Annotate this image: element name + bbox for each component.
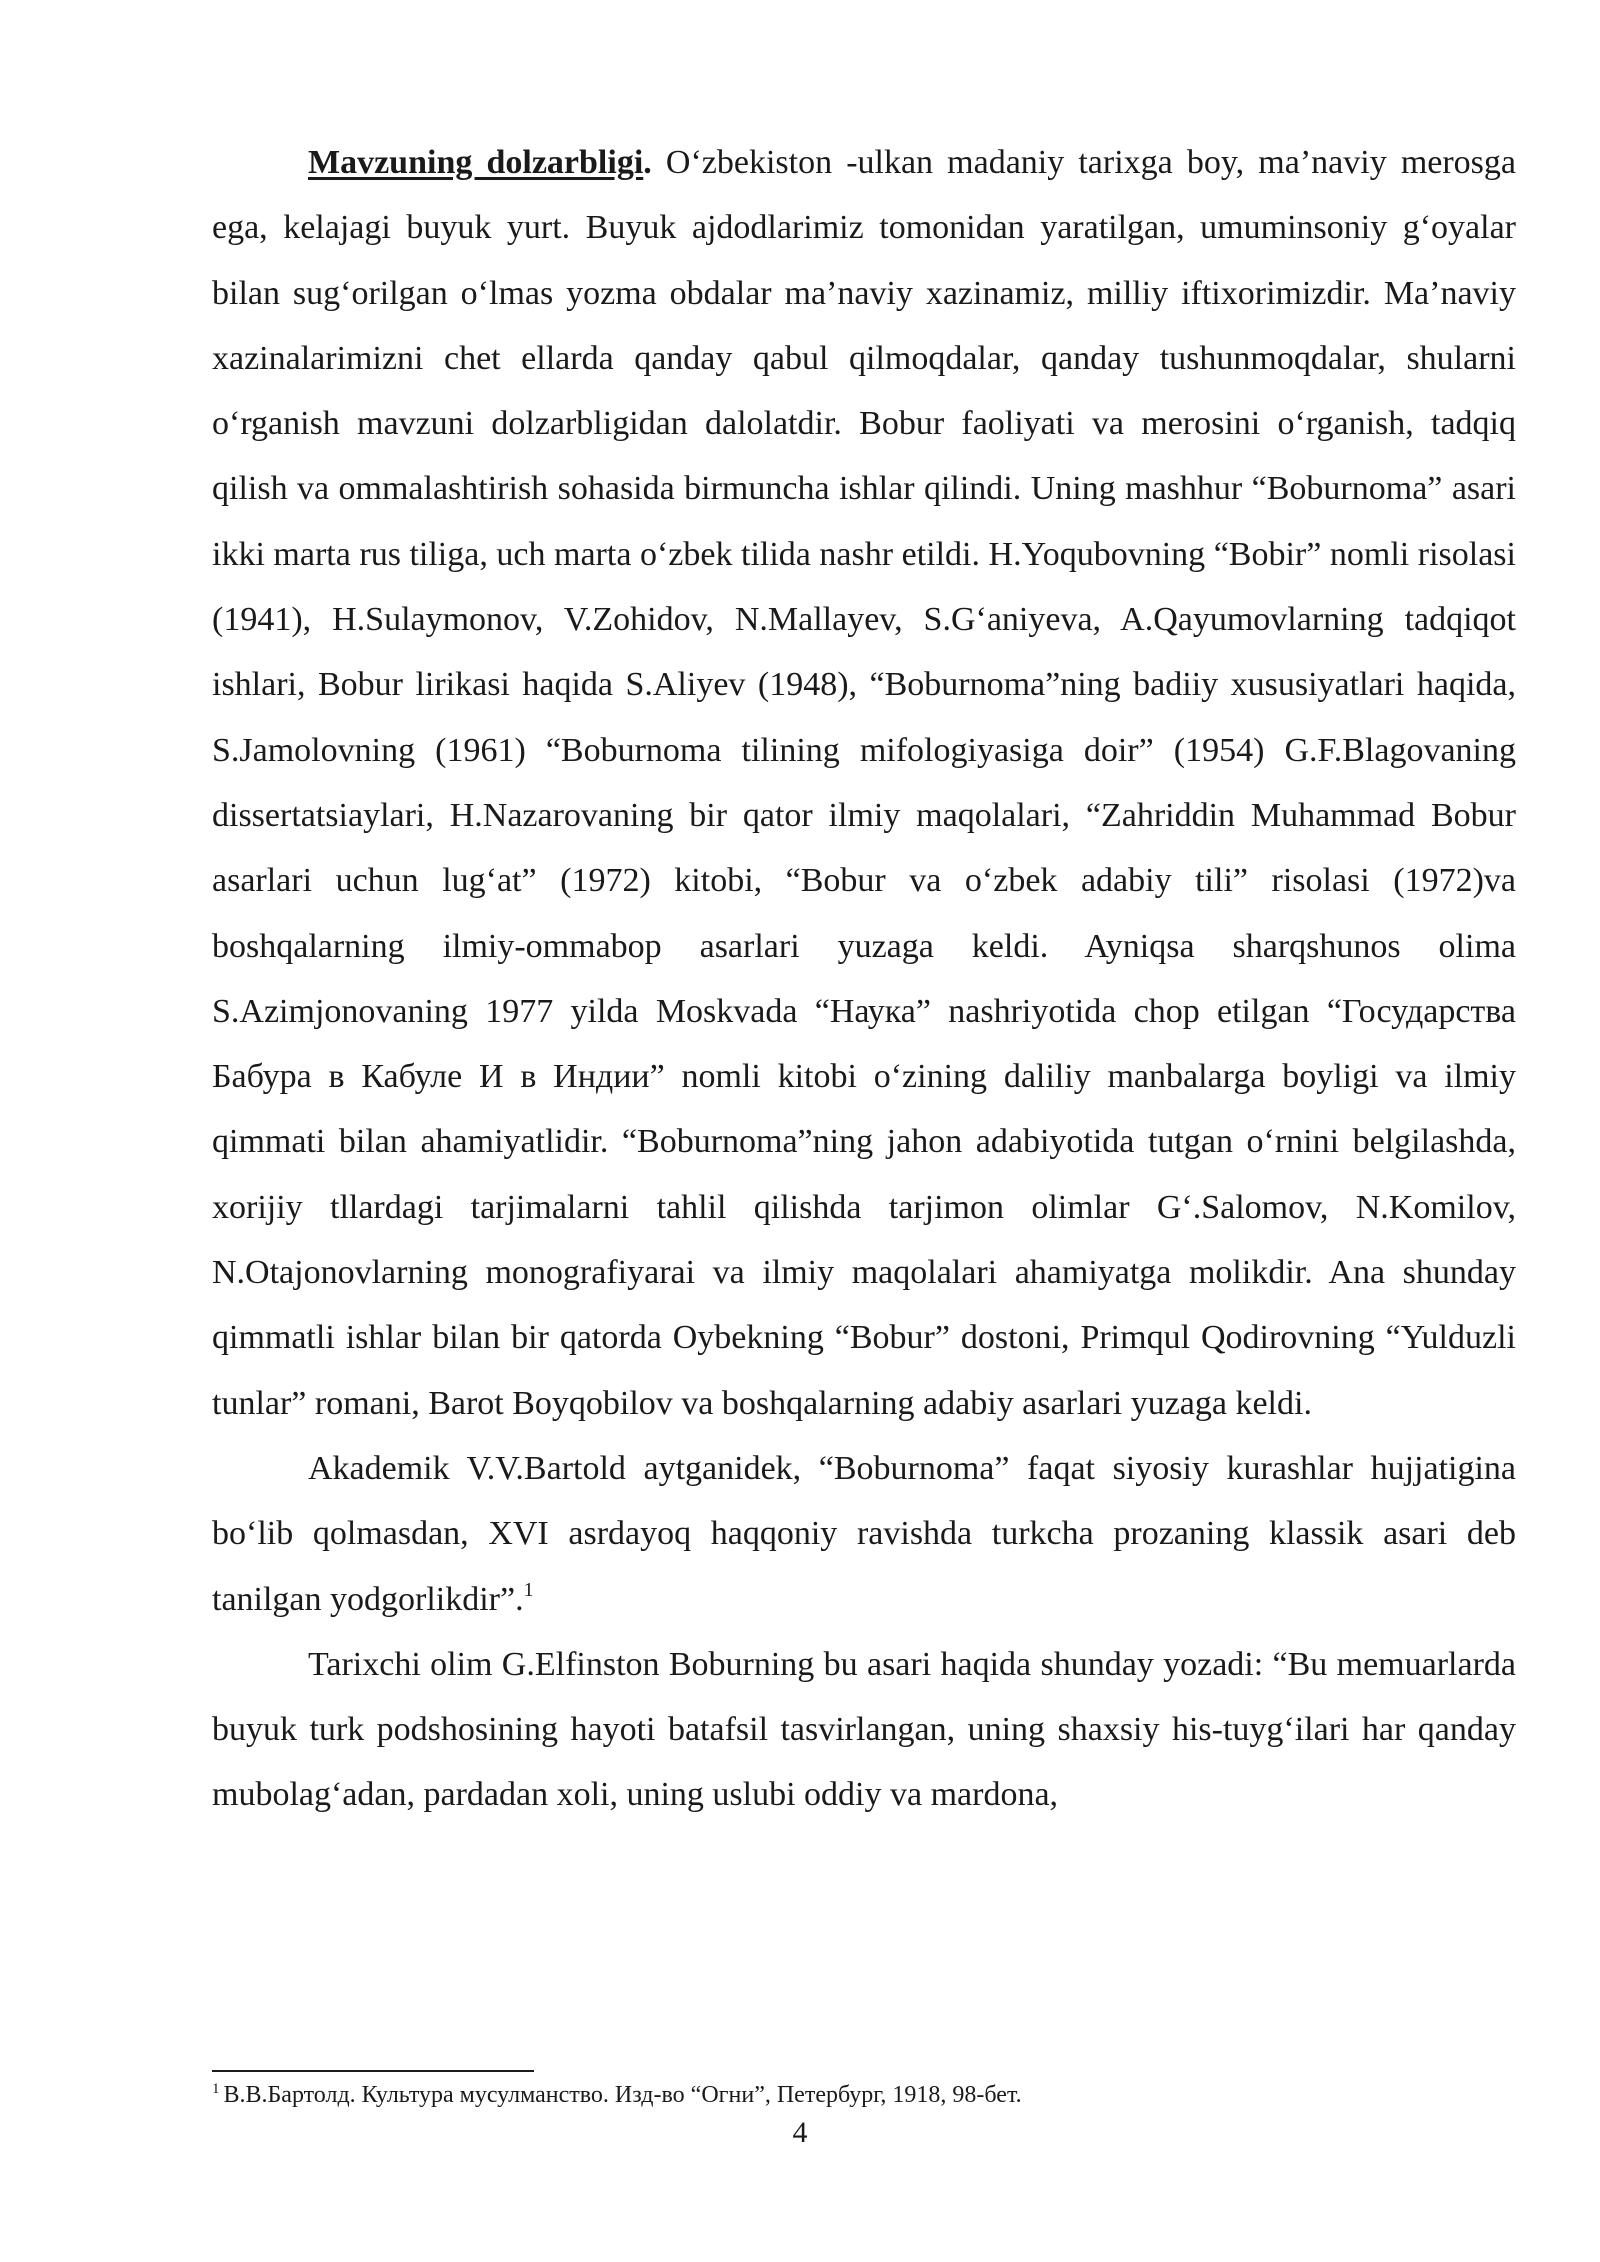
paragraph-relevance	[212, 130, 1516, 1436]
heading-punctuation: .	[643, 144, 652, 181]
footnote-reference[interactable]: 1	[523, 1578, 534, 1601]
paragraph-elfinston	[212, 1632, 1516, 1828]
footnote-number: 1	[212, 2081, 220, 2097]
paragraph-bartold	[212, 1436, 1516, 1632]
paragraph-text: Akademik V.V.Bartold aytganidek, “Boburnoma” faqat siyosiy kurashlar hujjatigina bo‘lib qolmasdan, XVI asrdayoq haqqoniy ravishda turkcha prozaning klassik asari deb tanilgan yodgorlikdir”.	[212, 1449, 1516, 1618]
footnote-separator	[212, 2070, 534, 2072]
paragraph-text: Tarixchi olim G.Elfinston Boburning bu asari haqida shunday yozadi: “Bu memuarlarda buyuk turk podshosining hayoti batafsil tasvirlangan, uning shaxsiy his-tuyg‘ilari har qanday mubolag‘adan, pardadan xoli, uning uslubi oddiy va mardona,	[212, 1645, 1516, 1814]
section-heading: Mavzuning dolzarbligi	[308, 144, 644, 181]
footnote	[212, 2080, 1516, 2110]
page-number: 4	[792, 2116, 808, 2149]
document-body	[212, 130, 1516, 1828]
paragraph-text: O‘zbekiston -ulkan madaniy tarixga boy, ma’naviy merosga ega, kelajagi buyuk yurt. Buyuk ajdodlarimiz tomonidan yaratilgan, umuminsoniy g‘oyalar bilan sug‘orilgan o‘lmas yozma obdalar ma’naviy xazinamiz, milliy iftixorimizdir. Ma’naviy xazinalarimizni chet ellarda qanday qabul qilmoqdalar, qanday tushunmoqdalar, shularni o‘rganish mavzuni dolzarbligidan dalolatdir. Bobur faoliyati va merosini o‘rganish, tadqiq qilish va ommalashtirish sohasida birmuncha ishlar qilindi. Uning mashhur “Boburnoma” asari ikki marta rus tiliga, uch marta o‘zbek tilida nashr etildi. H.Yoqubovning “Bobir” nomli risolasi (1941), H.Sulaymonov, V.Zohidov, N.Mallayev, S.G‘aniyeva, A.Qayumovlarning tadqiqot ishlari, Bobur lirikasi haqida S.Aliyev (1948), “Boburnoma”ning badiiy xususiyatlari haqida, S.Jamolovning (1961) “Boburnoma tilining mifologiyasiga doir” (1954) G.F.Blagovaning dissertatsiaylari, H.Nazarovaning bir qator ilmiy maqolalari, “Zahriddin Muhammad Bobur asarlari uchun lug‘at” (1972) kitobi, “Bobur va o‘zbek adabiy tili” risolasi (1972)va boshqalarning ilmiy-ommabop asarlari yuzaga keldi. Ayniqsa sharqshunos olima S.Azimjonovaning 1977 yilda Moskvada “Наука” nashriyotida chop etilgan “Государства Бабура в Кабуле И в Индии” nomli kitobi o‘zining daliliy manbalarga boyligi va ilmiy qimmati bilan ahamiyatlidir. “Boburnoma”ning jahon adabiyotida tutgan o‘rnini belgilashda, xorijiy tllardagi tarjimalarni tahlil qilishda tarjimon olimlar G‘.Salomov, N.Komilov, N.Otajonovlarning monografiyarai va ilmiy maqolalari ahamiyatga molikdir. Ana shunday qimmatli ishlar bilan bir qatorda Oybekning “Bobur” dostoni, Primqul Qodirovning “Yulduzli tunlar” romani, Barot Boyqobilov va boshqalarning adabiy asarlari yuzaga keldi.	[212, 144, 1516, 1422]
footnote-text: В.В.Бартолд. Культура мусулманство. Изд-во “Огни”, Петербург, 1918, 98-бет.	[223, 2082, 1022, 2108]
